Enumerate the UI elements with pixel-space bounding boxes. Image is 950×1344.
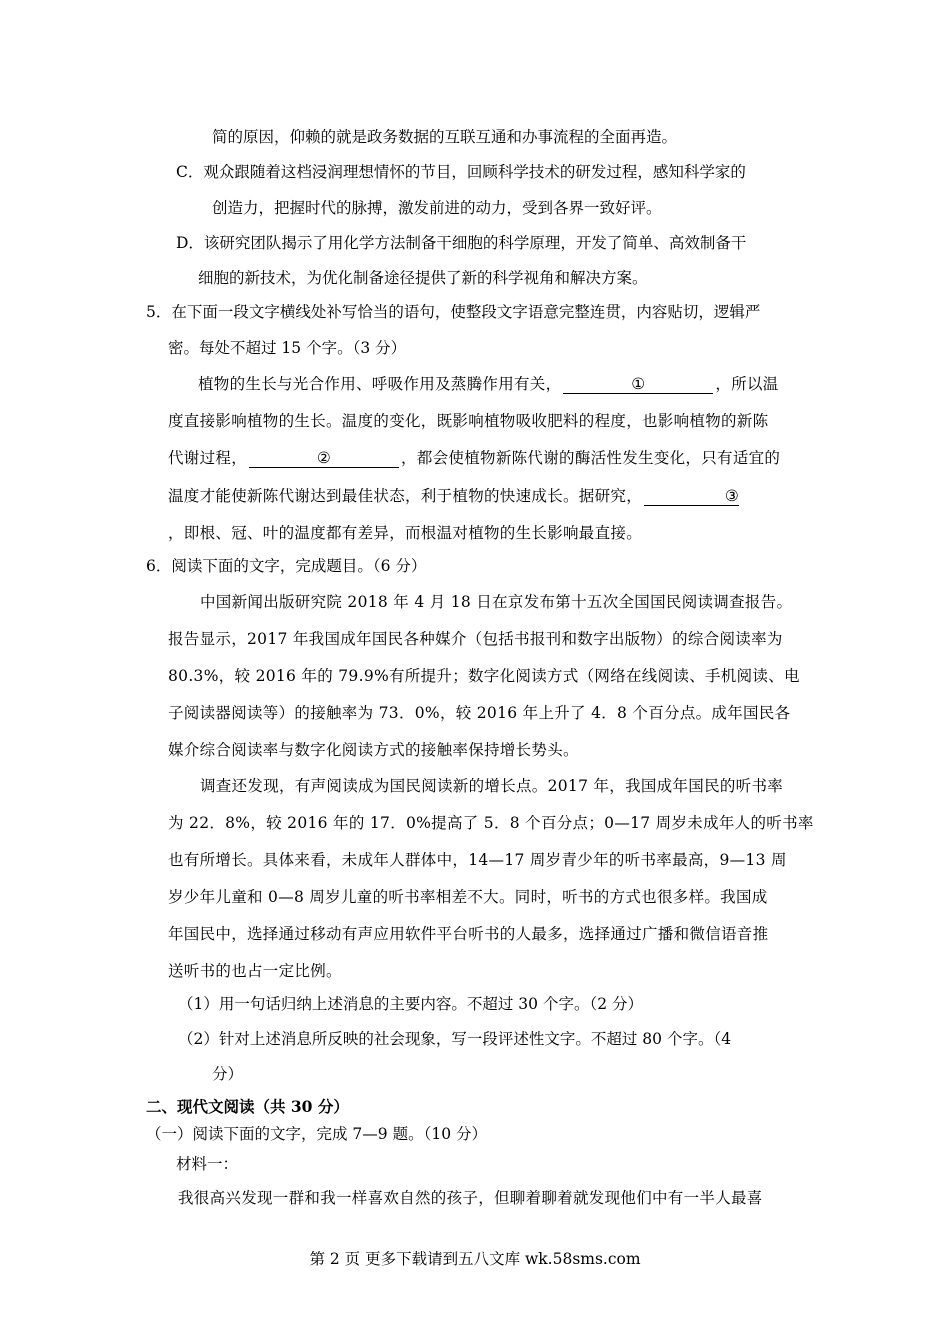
q5-stem-line2: 密。每处不超过 15 个字。（3 分） <box>168 339 407 357</box>
q5-passage-text: 植物的生长与光合作用、呼吸作用及蒸腾作用有关， <box>198 375 562 393</box>
q5-passage-line4 <box>168 486 741 506</box>
q5-stem-line1: 5．在下面一段文字横线处补写恰当的语句，使整段文字语意完整连贯，内容贴切，逻辑严 <box>146 303 761 321</box>
q6-passage-line: 调查还发现，有声阅读成为国民阅读新的增长点。2017 年，我国成年国民的听书率 <box>200 777 784 795</box>
q6-passage-line: 报告显示，2017 年我国成年国民各种媒介（包括书报刊和数字出版物）的综合阅读率为 <box>168 630 783 648</box>
q6-subquestion-2-cont: 分） <box>212 1065 244 1083</box>
q6-passage-line: 也有所增长。具体来看，未成年人群体中，14—17 周岁青少年的听书率最高，9—13 周 <box>168 851 787 869</box>
q6-subquestion-1: （1）用一句话归纳上述消息的主要内容。不超过 30 个字。（2 分） <box>178 995 643 1013</box>
option-d-line2: 细胞的新技术，为优化制备途径提供了新的科学视角和解决方案。 <box>198 269 648 287</box>
page-footer: 第 2 页 更多下载请到五八文库 wk.58sms.com <box>309 1250 641 1268</box>
q6-passage-line: 子阅读器阅读等）的接触率为 73．0%，较 2016 年上升了 4．8 个百分点。成年国民各 <box>168 704 791 722</box>
q6-passage-line: 为 22．8%，较 2016 年的 17．0%提高了 5．8 个百分点；0—17 周岁未成年人的听书率 <box>168 814 814 832</box>
answer-blank-1[interactable]: ① <box>563 375 713 394</box>
q6-stem: 6．阅读下面的文字，完成题目。（6 分） <box>146 557 427 575</box>
answer-blank-2[interactable]: ② <box>249 449 399 468</box>
q6-passage-line: 媒介综合阅读率与数字化阅读方式的接触率保持增长势头。 <box>168 741 579 759</box>
answer-blank-3[interactable]: ③ <box>644 487 739 506</box>
q5-passage-line2: 度直接影响植物的生长。温度的变化，既影响植物吸收肥料的程度，也影响植物的新陈 <box>168 412 769 430</box>
q5-passage-text: ，所以温 <box>715 375 779 393</box>
q5-passage-line5: ，即根、冠、叶的温度都有差异，而根温对植物的生长影响最直接。 <box>168 524 643 542</box>
q5-passage-text: 温度才能使新陈代谢达到最佳状态，利于植物的快速成长。据研究， <box>168 487 643 505</box>
q5-passage-text: ，都会使植物新陈代谢的酶活性发生变化，只有适宜的 <box>401 449 781 467</box>
option-d-line1: D．该研究团队揭示了用化学方法制备干细胞的科学原理，开发了简单、高效制备干 <box>176 234 747 252</box>
q5-passage-line3 <box>168 448 780 468</box>
q6-passage-line: 年国民中，选择通过移动有声应用软件平台听书的人最多，选择通过广播和微信语音推 <box>168 925 769 943</box>
option-b-continuation: 简的原因，仰赖的就是政务数据的互联互通和办事流程的全面再造。 <box>212 128 678 146</box>
q5-passage-text: 代谢过程， <box>168 449 248 467</box>
option-c-line1: C．观众跟随着这档浸润理想情怀的节目，回顾科学技术的研发过程，感知科学家的 <box>176 163 746 181</box>
material-text-line: 我很高兴发现一群和我一样喜欢自然的孩子，但聊着聊着就发现他们中有一半人最喜 <box>178 1189 763 1207</box>
q6-passage-line: 中国新闻出版研究院 2018 年 4 月 18 日在京发布第十五次全国国民阅读调查报告。 <box>200 593 793 611</box>
q6-subquestion-2: （2）针对上述消息所反映的社会现象，写一段评述性文字。不超过 80 个字。（4 <box>178 1030 732 1048</box>
section-heading: 二、现代文阅读（共 30 分） <box>146 1097 349 1116</box>
option-c-line2: 创造力，把握时代的脉搏，激发前进的动力，受到各界一致好评。 <box>212 199 662 217</box>
q6-passage-line: 送听书的也占一定比例。 <box>168 962 342 980</box>
q6-passage-line: 80.3%，较 2016 年的 79.9%有所提升；数字化阅读方式（网络在线阅读、手机阅读、电 <box>168 667 800 685</box>
part-heading: （一）阅读下面的文字，完成 7—9 题。（10 分） <box>146 1125 487 1143</box>
q5-passage-line1 <box>198 374 779 394</box>
q6-passage-line: 岁少年儿童和 0—8 周岁儿童的听书率相差不大。同时，听书的方式也很多样。我国成 <box>168 888 768 906</box>
material-label: 材料一： <box>176 1155 239 1173</box>
